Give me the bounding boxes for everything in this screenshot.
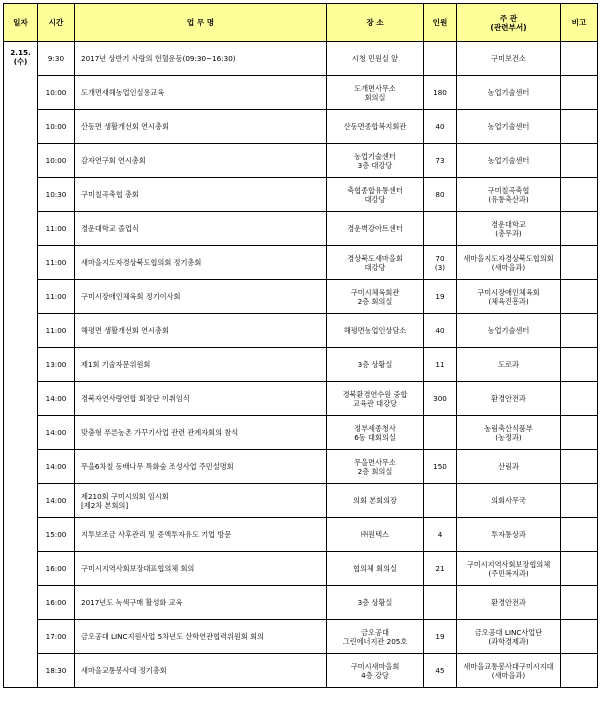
note-cell [561,314,598,348]
time-cell: 11:00 [38,212,75,246]
task-cell: 2017년 상반기 사랑의 헌혈운동(09:30~16:30) [75,42,327,76]
time-cell: 11:00 [38,246,75,280]
table-row [4,518,598,552]
count-cell: 40 [424,314,457,348]
header-row [4,4,598,42]
time-cell: 10:00 [38,76,75,110]
time-cell: 9:30 [38,42,75,76]
time-cell: 16:00 [38,552,75,586]
note-cell [561,382,598,416]
table-row [4,42,598,76]
task-cell: 무을6차칠 동배나무 특화숲 조성사업 주민설명회 [75,450,327,484]
org-cell: 농업기술센터 [457,76,561,110]
note-cell [561,110,598,144]
note-cell [561,144,598,178]
table-row [4,76,598,110]
place-cell: 경상북도새마을회 대강당 [327,246,424,280]
place-cell: 시청 민원실 앞 [327,42,424,76]
place-cell: 경운벽강아트센터 [327,212,424,246]
place-cell: 축협종합유통센터 대강당 [327,178,424,212]
note-cell [561,76,598,110]
place-cell: 3층 상황실 [327,348,424,382]
header-date: 일자 [4,4,38,42]
task-cell: 새마을지도자경상북도협의회 정기총회 [75,246,327,280]
task-cell: 구미시장애인체육회 정기이사회 [75,280,327,314]
count-cell: 4 [424,518,457,552]
date-cell: 2.15. (수) [4,42,38,688]
time-cell: 14:00 [38,484,75,518]
org-cell: 농업기술센터 [457,314,561,348]
header-note: 비고 [561,4,598,42]
time-cell: 16:00 [38,586,75,620]
count-cell: 73 [424,144,457,178]
note-cell [561,518,598,552]
task-cell: 구미시지역사회보장대표협의체 회의 [75,552,327,586]
table-row [4,552,598,586]
time-cell: 11:00 [38,314,75,348]
time-cell: 11:00 [38,280,75,314]
place-cell: 경북환경연수원 중합 교육관 대강당 [327,382,424,416]
place-cell: 의회 본회의장 [327,484,424,518]
org-cell: 의회사무국 [457,484,561,518]
task-cell: 경북자연사랑연합 회장단 이취임식 [75,382,327,416]
table-row [4,620,598,654]
place-cell: 협의체 회의실 [327,552,424,586]
count-cell: 40 [424,110,457,144]
count-cell: 21 [424,552,457,586]
table-row [4,246,598,280]
place-cell: 도개면사무소 회의실 [327,76,424,110]
task-cell: 해평면 생활개선회 연시총회 [75,314,327,348]
table-row [4,348,598,382]
task-cell: 구미칠곡축협 총회 [75,178,327,212]
place-cell: 해평면농업인상담소 [327,314,424,348]
count-cell: 19 [424,280,457,314]
count-cell: 70 (3) [424,246,457,280]
task-cell: 금오공대 LINC지원사업 5차년도 산학연관협력위원회 회의 [75,620,327,654]
org-cell: 구미시장애인체육회 (체육진흥과) [457,280,561,314]
count-cell [424,212,457,246]
task-cell: 제210회 구미시의회 임시회 [제2차 본회의] [75,484,327,518]
task-cell: 맞춤형 푸른농촌 가꾸기사업 관련 관계자회의 참석 [75,416,327,450]
count-cell: 11 [424,348,457,382]
task-cell: 지투보조금 사후관리 및 증액투자유도 기업 방문 [75,518,327,552]
note-cell [561,620,598,654]
header-org: 주 관 (관련부서) [457,4,561,42]
place-cell: 농업기술센터 3층 대강당 [327,144,424,178]
table-row [4,110,598,144]
time-cell: 17:00 [38,620,75,654]
header-task: 업 무 명 [75,4,327,42]
table-row [4,382,598,416]
note-cell [561,552,598,586]
task-cell: 감자연구회 연시총회 [75,144,327,178]
table-row [4,314,598,348]
note-cell [561,280,598,314]
table-row [4,450,598,484]
org-cell: 환경안전과 [457,382,561,416]
org-cell: 환경안전과 [457,586,561,620]
schedule-table [3,3,598,688]
time-cell: 15:00 [38,518,75,552]
count-cell [424,586,457,620]
note-cell [561,416,598,450]
table-row [4,144,598,178]
note-cell [561,654,598,688]
header-place: 장 소 [327,4,424,42]
task-cell: 산동면 생활개선회 연시총회 [75,110,327,144]
place-cell: 구미시체육회관 2층 회의실 [327,280,424,314]
time-cell: 13:00 [38,348,75,382]
org-cell: 새마을지도자경상북도협의회 (새마을과) [457,246,561,280]
org-cell: 구미시지역사회보장협의체 (주민복지과) [457,552,561,586]
org-cell: 투자통상과 [457,518,561,552]
count-cell: 45 [424,654,457,688]
count-cell [424,484,457,518]
org-cell: 구미보건소 [457,42,561,76]
time-cell: 10:30 [38,178,75,212]
note-cell [561,450,598,484]
count-cell [424,416,457,450]
table-row [4,654,598,688]
org-cell: 도로과 [457,348,561,382]
org-cell: 농업기술센터 [457,110,561,144]
header-time: 시간 [38,4,75,42]
note-cell [561,348,598,382]
note-cell [561,212,598,246]
count-cell: 150 [424,450,457,484]
note-cell [561,178,598,212]
time-cell: 14:00 [38,416,75,450]
place-cell: 산동면종합복지회관 [327,110,424,144]
time-cell: 14:00 [38,382,75,416]
note-cell [561,246,598,280]
place-cell: 구미시새마을회 4층 강당 [327,654,424,688]
header-count: 인원 [424,4,457,42]
org-cell: 농업기술센터 [457,144,561,178]
count-cell [424,42,457,76]
table-row [4,586,598,620]
count-cell: 19 [424,620,457,654]
count-cell: 300 [424,382,457,416]
table-row [4,212,598,246]
table-row [4,416,598,450]
count-cell: 80 [424,178,457,212]
table-row [4,280,598,314]
table-row [4,178,598,212]
task-cell: 제1회 기술자문위원회 [75,348,327,382]
org-cell: 산림과 [457,450,561,484]
time-cell: 18:30 [38,654,75,688]
place-cell: ㈜원텍스 [327,518,424,552]
org-cell: 경운대학교 (총무과) [457,212,561,246]
org-cell: 새마을교통봉사대구미시지대 (새마을과) [457,654,561,688]
task-cell: 도개면새해농업인실용교육 [75,76,327,110]
note-cell [561,42,598,76]
note-cell [561,586,598,620]
time-cell: 10:00 [38,144,75,178]
task-cell: 경운대학교 졸업식 [75,212,327,246]
place-cell: 정부세종청사 6동 대회의실 [327,416,424,450]
org-cell: 농림축산식품부 (농정과) [457,416,561,450]
count-cell: 180 [424,76,457,110]
time-cell: 10:00 [38,110,75,144]
note-cell [561,484,598,518]
place-cell: 3층 상황실 [327,586,424,620]
task-cell: 2017년도 녹색구매 활성화 교육 [75,586,327,620]
place-cell: 무을면사무소 2층 회의실 [327,450,424,484]
org-cell: 금오공대 LINC사업단 (과학경제과) [457,620,561,654]
org-cell: 구미칠곡축협 (유통축산과) [457,178,561,212]
place-cell: 금오공대 그린에너지관 205호 [327,620,424,654]
task-cell: 새마을교통봉사대 정기총회 [75,654,327,688]
time-cell: 14:00 [38,450,75,484]
table-row [4,484,598,518]
